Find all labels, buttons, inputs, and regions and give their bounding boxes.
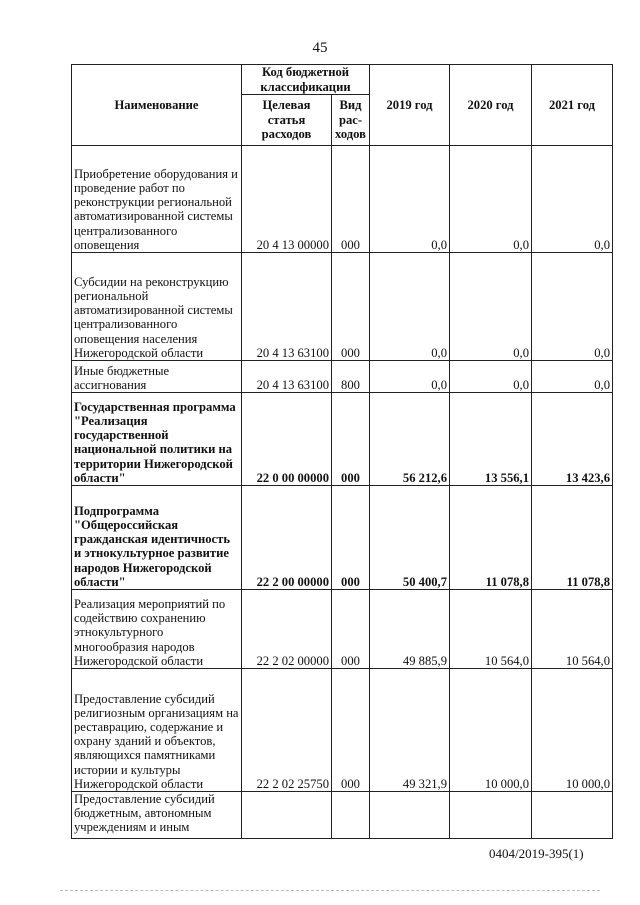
header-name: Наименование	[72, 65, 242, 146]
header-classification: Код бюджетной классификации	[242, 65, 370, 95]
row-kind: 000	[332, 669, 370, 792]
row-2019	[370, 792, 450, 839]
row-name: Предоставление субсидий бюджетным, автономным учреждениям и иным	[72, 792, 242, 839]
row-2020: 10 564,0	[450, 590, 532, 669]
row-kind: 000	[332, 146, 370, 253]
row-kind: 000	[332, 590, 370, 669]
budget-table	[71, 64, 613, 839]
row-2021: 10 564,0	[532, 590, 613, 669]
row-code: 22 2 00 00000	[242, 486, 332, 590]
row-name: Реализация мероприятий по содействию сохранению этнокультурного многообразия народов Нижегородской области	[72, 590, 242, 669]
table-row	[72, 486, 613, 590]
row-name: Подпрограмма "Общероссийская гражданская идентичность и этнокультурное развитие народов Нижегородской области"	[72, 486, 242, 590]
row-2020: 10 000,0	[450, 669, 532, 792]
row-2020: 0,0	[450, 361, 532, 393]
row-name: Государственная программа "Реализация государственной национальной политики на территории Нижегородской области"	[72, 393, 242, 486]
row-2019: 50 400,7	[370, 486, 450, 590]
table-row	[72, 792, 613, 839]
row-2019: 56 212,6	[370, 393, 450, 486]
row-2019: 0,0	[370, 146, 450, 253]
row-kind: 000	[332, 253, 370, 361]
row-code: 20 4 13 00000	[242, 146, 332, 253]
header-year-2019: 2019 год	[370, 65, 450, 146]
header-target-article: Целевая статья расходов	[242, 95, 332, 146]
row-name: Субсидии на реконструкцию региональной автоматизированной системы централизованного оповещения населения Нижегородской области	[72, 253, 242, 361]
row-2019: 49 321,9	[370, 669, 450, 792]
row-2019: 0,0	[370, 253, 450, 361]
table-row	[72, 146, 613, 253]
header-year-2021: 2021 год	[532, 65, 613, 146]
row-2019: 0,0	[370, 361, 450, 393]
row-code: 22 2 02 00000	[242, 590, 332, 669]
row-2021: 10 000,0	[532, 669, 613, 792]
table-row	[72, 590, 613, 669]
row-kind: 000	[332, 486, 370, 590]
row-2020	[450, 792, 532, 839]
row-2019: 49 885,9	[370, 590, 450, 669]
row-code	[242, 792, 332, 839]
row-name: Приобретение оборудования и проведение работ по реконструкции региональной автоматизированной системы централизованного оповещения	[72, 146, 242, 253]
row-2021: 0,0	[532, 146, 613, 253]
row-code: 20 4 13 63100	[242, 253, 332, 361]
row-code: 22 2 02 25750	[242, 669, 332, 792]
row-2021	[532, 792, 613, 839]
table-row	[72, 361, 613, 393]
row-2020: 11 078,8	[450, 486, 532, 590]
row-2021: 11 078,8	[532, 486, 613, 590]
row-2021: 13 423,6	[532, 393, 613, 486]
page-number: 45	[312, 40, 328, 56]
row-2020: 13 556,1	[450, 393, 532, 486]
table-row	[72, 253, 613, 361]
row-2020: 0,0	[450, 253, 532, 361]
row-kind: 800	[332, 361, 370, 393]
row-kind	[332, 792, 370, 839]
row-code: 20 4 13 63100	[242, 361, 332, 393]
scan-artifact-line	[60, 890, 600, 892]
header-expense-type: Вид рас-ходов	[332, 95, 370, 146]
row-name: Иные бюджетные ассигнования	[72, 361, 242, 393]
row-2021: 0,0	[532, 253, 613, 361]
document-code: 0404/2019-395(1)	[489, 846, 584, 861]
table-row	[72, 669, 613, 792]
row-kind: 000	[332, 393, 370, 486]
row-2021: 0,0	[532, 361, 613, 393]
header-year-2020: 2020 год	[450, 65, 532, 146]
table-row	[72, 393, 613, 486]
row-name: Предоставление субсидий религиозным организациям на реставрацию, содержание и охрану зданий и объектов, являющихся памятниками истории и культуры Нижегородской области	[72, 669, 242, 792]
row-code: 22 0 00 00000	[242, 393, 332, 486]
table-header	[72, 65, 613, 146]
row-2020: 0,0	[450, 146, 532, 253]
